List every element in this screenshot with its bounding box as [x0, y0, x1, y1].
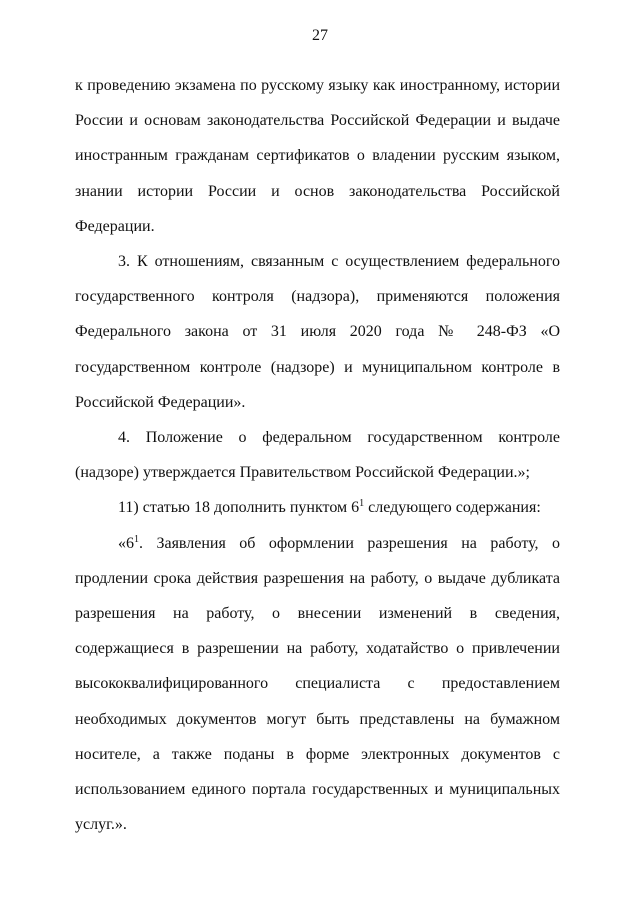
- paragraph-work-permit-applications: [75, 526, 560, 843]
- superscript-marker: 1: [134, 533, 139, 545]
- amendment-text-start: 11) статью 18 дополнить пунктом 6: [118, 499, 360, 517]
- page-number: 27: [312, 27, 328, 44]
- document-body: [75, 68, 560, 842]
- paragraph-control-regulation: 4. Положение о федеральном государственном контроле (надзоре) утверждается Правительством Российской Федерации.»;: [75, 429, 560, 482]
- paragraph-federal-control: 3. К отношениям, связанным с осуществлением федерального государственного контроля (надзора), применяются положения Федерального закона от 31 июля 2020 года № 248-ФЗ «О государственном контроле (надзоре) и муниципальном контроле в Российской Федерации».: [75, 253, 560, 411]
- paragraph-amendment-article-18: [75, 490, 560, 525]
- clause-text: . Заявления об оформлении разрешения на работу, о продлении срока действия разрешения на работу, о выдаче дубликата разрешения на работу, о внесении изменений в сведения, содержащиеся в разрешении на работу, ходатайство о привлечении высококвалифицированного специалиста с предоставлением необходимых документов могут быть представлены на бумажном носителе, а также поданы в форме электронных документов с использованием единого портала государственных и муниципальных услуг.».: [75, 534, 560, 834]
- superscript-marker: 1: [359, 498, 365, 510]
- paragraph-exam-certificates: к проведению экзамена по русскому языку как иностранному, истории России и основам законодательства Российской Федерации и выдаче иностранным гражданам сертификатов о владении русским языком, знании истории России и основ законодательства Российской Федерации.: [75, 77, 560, 235]
- clause-number-start: «6: [118, 534, 134, 552]
- amendment-text-end: следующего содержания:: [364, 499, 541, 517]
